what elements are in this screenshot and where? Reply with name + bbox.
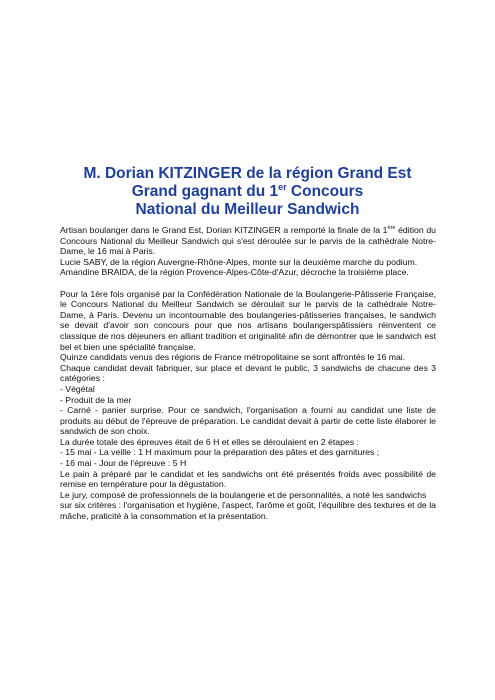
title-line-2-end: Concours	[286, 183, 364, 200]
paragraph-categories-intro: Chaque candidat devait fabriquer, sur place et devant le public, 3 sandwichs de chacune des 3 catégories :	[60, 362, 436, 384]
winner-text-start: Artisan boulanger dans le Grand Est, Dorian KITZINGER a remporté la finale de la 1	[60, 225, 388, 235]
paragraph-third-place: Amandine BRAIDA, de la région Provence-Alpes-Côte-d'Azur, décroche la troisième place.	[60, 267, 409, 278]
paragraph-spacer	[60, 278, 436, 289]
title-line-3: National du Meilleur Sandwich	[135, 201, 360, 218]
title-line-1: M. Dorian KITZINGER de la région Grand Est	[83, 165, 412, 182]
paragraph-duration: La durée totale des épreuves était de 6 H et elles se déroulaient en 2 étapes :	[60, 436, 359, 447]
paragraph-criteria: sur six critères : l'organisation et hygiène, l'aspect, l'arôme et goût, l'équilibre des textures et de la mâche, praticité à la consommation et la présentation.	[60, 500, 436, 522]
article-body	[60, 225, 436, 522]
paragraph-bread: Le pain à préparé par le candidat et les sandwichs ont été présentés froids avec possibilité de remise en température pour la dégustation.	[60, 468, 436, 490]
title-superscript: er	[278, 181, 287, 192]
paragraph-candidates: Quinze candidats venus des régions de France métropolitaine se sont affrontés le 16 mai.	[60, 352, 406, 363]
paragraph-jury: Le jury, composé de professionnels de la boulangerie et de personnalités, a noté les sandwichs	[60, 489, 427, 500]
document-title	[40, 165, 455, 219]
title-line-2	[40, 183, 455, 201]
title-line-2-start: Grand gagnant du 1	[131, 183, 279, 200]
list-item-day-two: - 16 mai - Jour de l'épreuve : 5 H	[60, 458, 187, 469]
paragraph-winner	[60, 225, 436, 257]
paragraph-organisation: Pour la 1ère fois organisé par la Confédération Nationale de la Boulangerie-Pâtisserie Française, le Concours National du Meilleur Sandwich se déroulait sur le parvis de la cathédrale Notre-Dame, à Paris. Devenu un incontournable des boulangeries-pâtisseries françaises, le sandwich se devait d'avoir son concours pour que nos artisans boulangerspâtissiers réinventent ce classique de nos déjeuners en alliant tradition et originalité afin de démontrer que le sandwich est bel et bien une spécialité française.	[60, 288, 436, 352]
winner-text-end: édition du Concours National du Meilleur Sandwich qui s'est déroulée sur le parvis de la cathédrale Notre-Dame, le 16 mai à Paris.	[60, 225, 436, 257]
list-item-seafood: - Produit de la mer	[60, 394, 132, 405]
paragraph-second-place: Lucie SABY, de la région Auvergne-Rhône-Alpes, monte sur la deuxième marche du podium.	[60, 256, 418, 267]
winner-superscript: ère	[387, 225, 396, 232]
list-item-day-one: - 15 mai - La veille : 1 H maximum pour la préparation des pâtes et des garnitures ;	[60, 447, 380, 458]
list-item-vegetal: - Végétal	[60, 383, 95, 394]
list-item-meat: - Carné - panier surprise. Pour ce sandwich, l'organisation a fourni au candidat une liste de produits au début de l'épreuve de préparation. Le candidat devait à partir de cette liste élaborer le sandwich de son choix.	[60, 405, 436, 437]
